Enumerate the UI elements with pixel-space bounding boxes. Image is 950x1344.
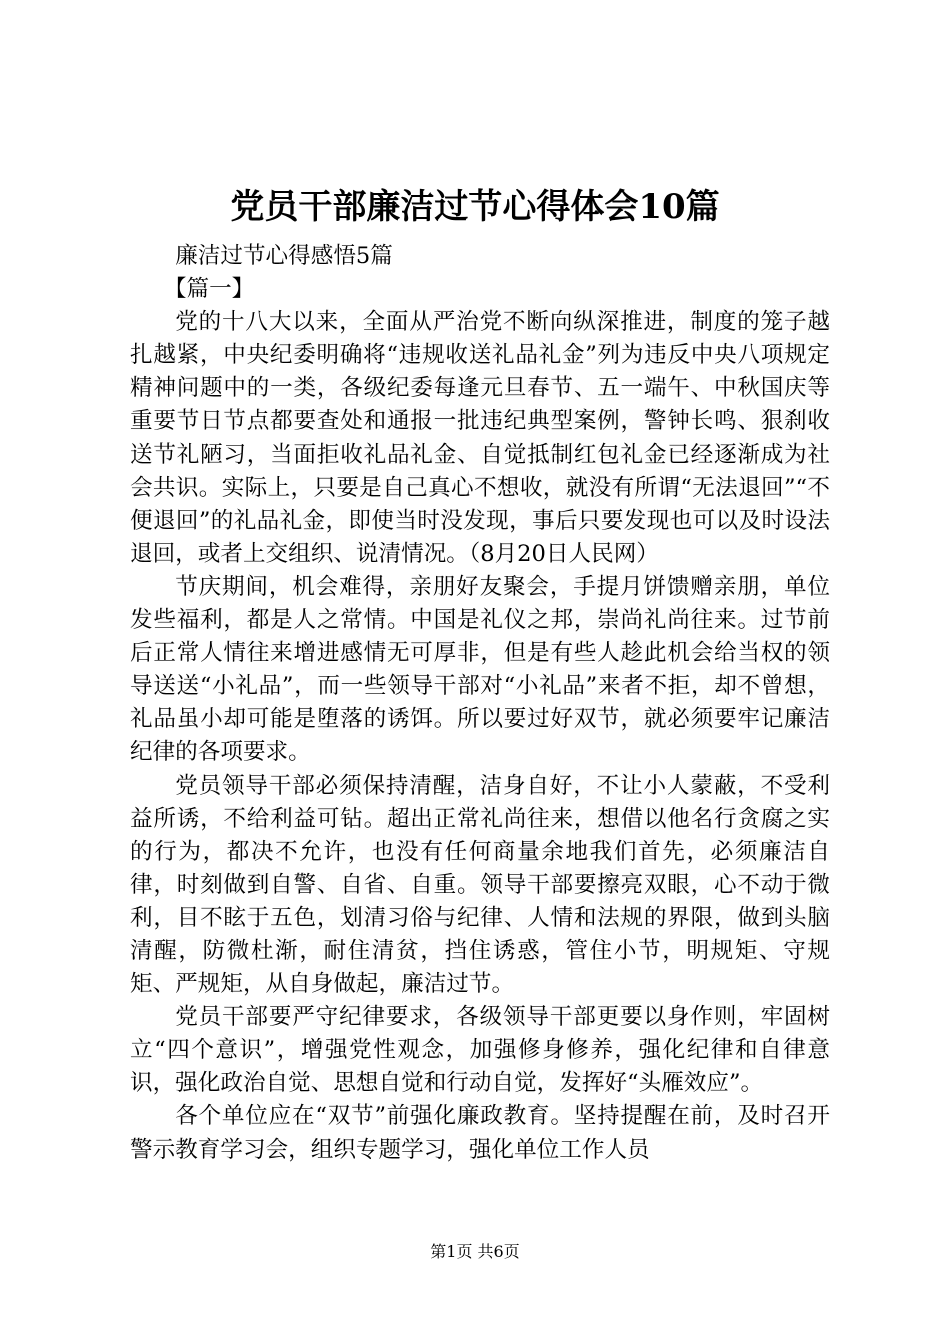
page-footer: 第1页 共6页 <box>430 1242 520 1261</box>
section-label: 【篇一】 <box>163 276 255 303</box>
document-subtitle: 廉洁过节心得感悟5篇 <box>175 243 393 269</box>
paragraph-3: 党员领导干部必须保持清醒，洁身自好，不让小人蒙蔽，不受利益所诱，不给利益可钻。超出正常礼尚往来，想借以他名行贪腐之实的行为，都决不允许，也没有任何商量余地我们首先，必须廉洁自律，时刻做到自警、自省、自重。领导干部要擦亮双眼，心不动于微利，目不眩于五色，划清习俗与纪律、人情和法规的界限，做到头脑清醒，防微杜渐，耐住清贫，挡住诱惑，管住小节，明规矩、守规矩、严规矩，从自身做起，廉洁过节。 <box>130 772 830 998</box>
paragraph-2: 节庆期间，机会难得，亲朋好友聚会，手提月饼馈赠亲朋，单位发些福利，都是人之常情。中国是礼仪之邦，崇尚礼尚往来。过节前后正常人情往来增进感情无可厚非，但是有些人趁此机会给当权的领导送送“小礼品”，而一些领导干部对“小礼品”来者不拒，却不曾想，礼品虽小却可能是堕落的诱饵。所以要过好双节，就必须要牢记廉洁纪律的各项要求。 <box>130 573 830 766</box>
paragraph-4: 党员干部要严守纪律要求，各级领导干部更要以身作则，牢固树立“四个意识”，增强党性观念，加强修身修养，强化纪律和自律意识，强化政治自觉、思想自觉和行动自觉，发挥好“头雁效应”。 <box>130 1004 830 1097</box>
paragraph-5: 各个单位应在“双节”前强化廉政教育。坚持提醒在前，及时召开警示教育学习会，组织专题学习，强化单位工作人员 <box>130 1103 830 1163</box>
paragraph-1: 党的十八大以来，全面从严治党不断向纵深推进，制度的笼子越扎越紧，中央纪委明确将“违规收送礼品礼金”列为违反中央八项规定精神问题中的一类，各级纪委每逢元旦春节、五一端午、中秋国庆等重要节日节点都要查处和通报一批违纪典型案例，警钟长鸣、狠刹收送节礼陋习，当面拒收礼品礼金、自觉抵制红包礼金已经逐渐成为社会共识。实际上，只要是自己真心不想收，就没有所谓“无法退回”“不便退回”的礼品礼金，即使当时没发现，事后只要发现也可以及时设法退回，或者上交组织、说清情况。（8月20日人民网） <box>130 309 830 567</box>
document-title: 党员干部廉洁过节心得体会10篇 <box>230 187 720 227</box>
document-body <box>130 240 830 1167</box>
